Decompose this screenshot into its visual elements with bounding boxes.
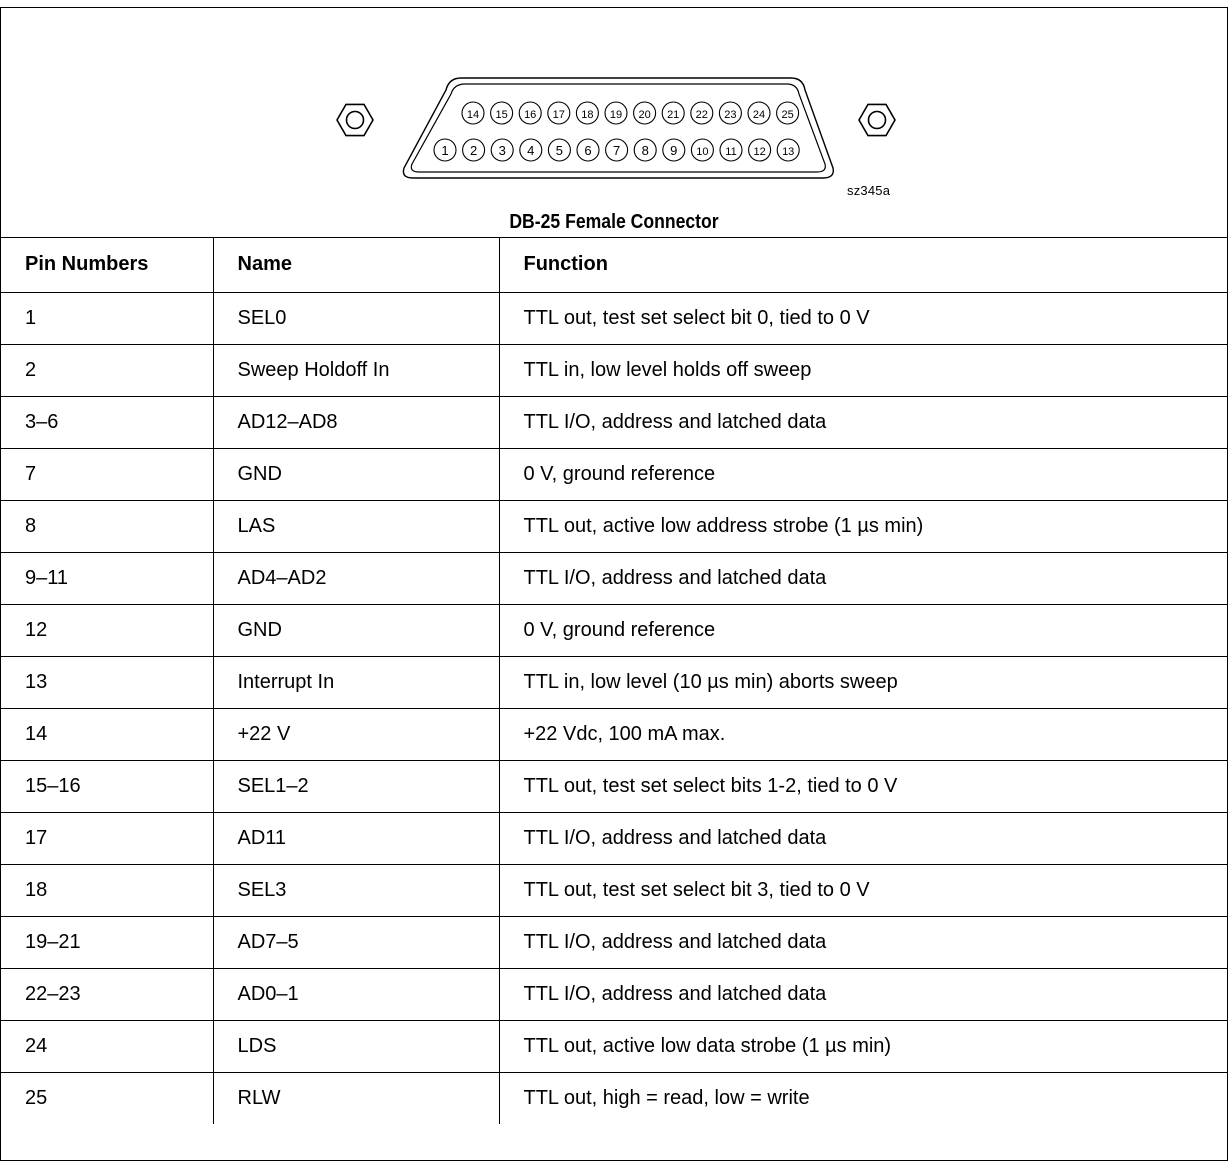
pin-number-cell: 17 <box>1 812 213 864</box>
pin-number-cell: 7 <box>1 448 213 500</box>
bottom-pin-row <box>434 139 799 161</box>
pin-3 <box>491 139 513 161</box>
pin-label: 24 <box>752 109 766 121</box>
pin-19 <box>605 102 627 124</box>
table-header-row <box>1 238 1227 292</box>
signal-name-cell: SEL3 <box>213 864 499 916</box>
pin-21 <box>662 102 684 124</box>
table-row <box>1 552 1227 604</box>
function-cell: TTL I/O, address and latched data <box>499 552 1227 604</box>
function-cell: 0 V, ground reference <box>499 604 1227 656</box>
signal-name-cell: GND <box>213 448 499 500</box>
pin-23 <box>719 102 741 124</box>
pin-label: 4 <box>527 143 535 158</box>
pin-15 <box>491 102 513 124</box>
pin-number-cell: 25 <box>1 1072 213 1124</box>
table-row <box>1 708 1227 760</box>
function-cell: TTL I/O, address and latched data <box>499 968 1227 1020</box>
connector-figure <box>1 8 1227 238</box>
top-pin-row <box>462 102 799 124</box>
table-row <box>1 760 1227 812</box>
pin-6 <box>577 139 599 161</box>
header-pin-numbers: Pin Numbers <box>25 253 149 276</box>
pin-22 <box>691 102 713 124</box>
table-body <box>1 292 1227 1124</box>
pin-number-cell: 12 <box>1 604 213 656</box>
pin-number-cell: 8 <box>1 500 213 552</box>
table-row <box>1 864 1227 916</box>
pin-label: 16 <box>524 109 537 121</box>
pin-9 <box>663 139 685 161</box>
pin-label: 19 <box>609 109 623 121</box>
function-cell: TTL I/O, address and latched data <box>499 812 1227 864</box>
pin-label: 6 <box>584 143 592 158</box>
signal-name-cell: Interrupt In <box>213 656 499 708</box>
pin-25 <box>777 102 799 124</box>
signal-name-cell: Sweep Holdoff In <box>213 344 499 396</box>
pin-17 <box>548 102 570 124</box>
pin-5 <box>548 139 570 161</box>
pin-label: 2 <box>469 143 478 158</box>
pin-4 <box>520 139 542 161</box>
table-row <box>1 448 1227 500</box>
figure-title: DB-25 Female Connector <box>509 211 719 233</box>
signal-name-cell: +22 V <box>213 708 499 760</box>
pin-label: 21 <box>667 109 680 121</box>
function-cell: 0 V, ground reference <box>499 448 1227 500</box>
pin-18 <box>576 102 598 124</box>
pin-10 <box>691 139 713 161</box>
signal-name-cell: LDS <box>213 1020 499 1072</box>
signal-name-cell: AD11 <box>213 812 499 864</box>
pin-label: 15 <box>495 109 508 121</box>
pin-number-cell: 1 <box>1 292 213 344</box>
signal-name-cell: AD4–AD2 <box>213 552 499 604</box>
pin-label: 10 <box>696 146 709 158</box>
pin-label: 18 <box>581 109 594 121</box>
table-row <box>1 916 1227 968</box>
pin-label: 22 <box>695 109 708 121</box>
pin-14 <box>462 102 484 124</box>
pin-8 <box>634 139 656 161</box>
pin-label: 11 <box>725 146 737 158</box>
pin-label: 7 <box>612 143 621 158</box>
pin-label: 9 <box>670 143 678 158</box>
pin-label: 1 <box>441 143 449 158</box>
function-cell: +22 Vdc, 100 mA max. <box>499 708 1227 760</box>
signal-name-cell: GND <box>213 604 499 656</box>
pin-label: 14 <box>466 109 480 121</box>
table-row <box>1 292 1227 344</box>
db25-connector-diagram <box>321 60 911 180</box>
pin-1 <box>434 139 456 161</box>
pin-number-cell: 14 <box>1 708 213 760</box>
table-row <box>1 1072 1227 1124</box>
pin-label: 20 <box>638 109 651 121</box>
pin-number-cell: 9–11 <box>1 552 213 604</box>
signal-name-cell: AD7–5 <box>213 916 499 968</box>
pin-7 <box>606 139 628 161</box>
table-row <box>1 656 1227 708</box>
pin-label: 3 <box>498 143 506 158</box>
pin-label: 17 <box>552 109 565 121</box>
function-cell: TTL out, test set select bit 0, tied to 0 V <box>499 292 1227 344</box>
pin-label: 8 <box>641 143 649 158</box>
signal-name-cell: SEL1–2 <box>213 760 499 812</box>
pin-label: 12 <box>753 146 766 158</box>
pin-label: 25 <box>781 109 794 121</box>
d-shell-outer <box>403 78 833 178</box>
table-row <box>1 968 1227 1020</box>
pin-number-cell: 19–21 <box>1 916 213 968</box>
pin-number-cell: 24 <box>1 1020 213 1072</box>
pinout-table <box>1 238 1227 1124</box>
table-row <box>1 500 1227 552</box>
table-row <box>1 396 1227 448</box>
table-row <box>1 604 1227 656</box>
right-mounting-nut-icon <box>859 104 895 135</box>
function-cell: TTL in, low level (10 µs min) aborts sweep <box>499 656 1227 708</box>
pin-number-cell: 13 <box>1 656 213 708</box>
function-cell: TTL out, test set select bits 1-2, tied to 0 V <box>499 760 1227 812</box>
table-row <box>1 812 1227 864</box>
function-cell: TTL I/O, address and latched data <box>499 916 1227 968</box>
signal-name-cell: SEL0 <box>213 292 499 344</box>
pin-16 <box>519 102 541 124</box>
function-cell: TTL out, active low data strobe (1 µs min) <box>499 1020 1227 1072</box>
table-row <box>1 1020 1227 1072</box>
header-name: Name <box>213 238 499 292</box>
table-row <box>1 344 1227 396</box>
signal-name-cell: LAS <box>213 500 499 552</box>
header-function: Function <box>499 238 1227 292</box>
function-cell: TTL in, low level holds off sweep <box>499 344 1227 396</box>
signal-name-cell: AD12–AD8 <box>213 396 499 448</box>
pin-label: 23 <box>724 109 737 121</box>
pin-label: 5 <box>555 143 564 158</box>
d-shell-inner <box>411 84 825 172</box>
pin-number-cell: 18 <box>1 864 213 916</box>
signal-name-cell: AD0–1 <box>213 968 499 1020</box>
function-cell: TTL out, test set select bit 3, tied to 0 V <box>499 864 1227 916</box>
function-cell: TTL out, active low address strobe (1 µs min) <box>499 500 1227 552</box>
pin-number-cell: 22–23 <box>1 968 213 1020</box>
pin-11 <box>720 139 742 161</box>
figure-code: sz345a <box>847 183 891 198</box>
left-mounting-nut-icon <box>337 104 373 135</box>
document-frame <box>0 7 1228 1161</box>
signal-name-cell: RLW <box>213 1072 499 1124</box>
pin-number-cell: 3–6 <box>1 396 213 448</box>
pin-label: 13 <box>782 146 795 158</box>
pin-number-cell: 15–16 <box>1 760 213 812</box>
pin-20 <box>634 102 656 124</box>
pin-2 <box>463 139 485 161</box>
pin-number-cell: 2 <box>1 344 213 396</box>
pin-24 <box>748 102 770 124</box>
function-cell: TTL out, high = read, low = write <box>499 1072 1227 1124</box>
pin-12 <box>749 139 771 161</box>
pin-13 <box>777 139 799 161</box>
function-cell: TTL I/O, address and latched data <box>499 396 1227 448</box>
